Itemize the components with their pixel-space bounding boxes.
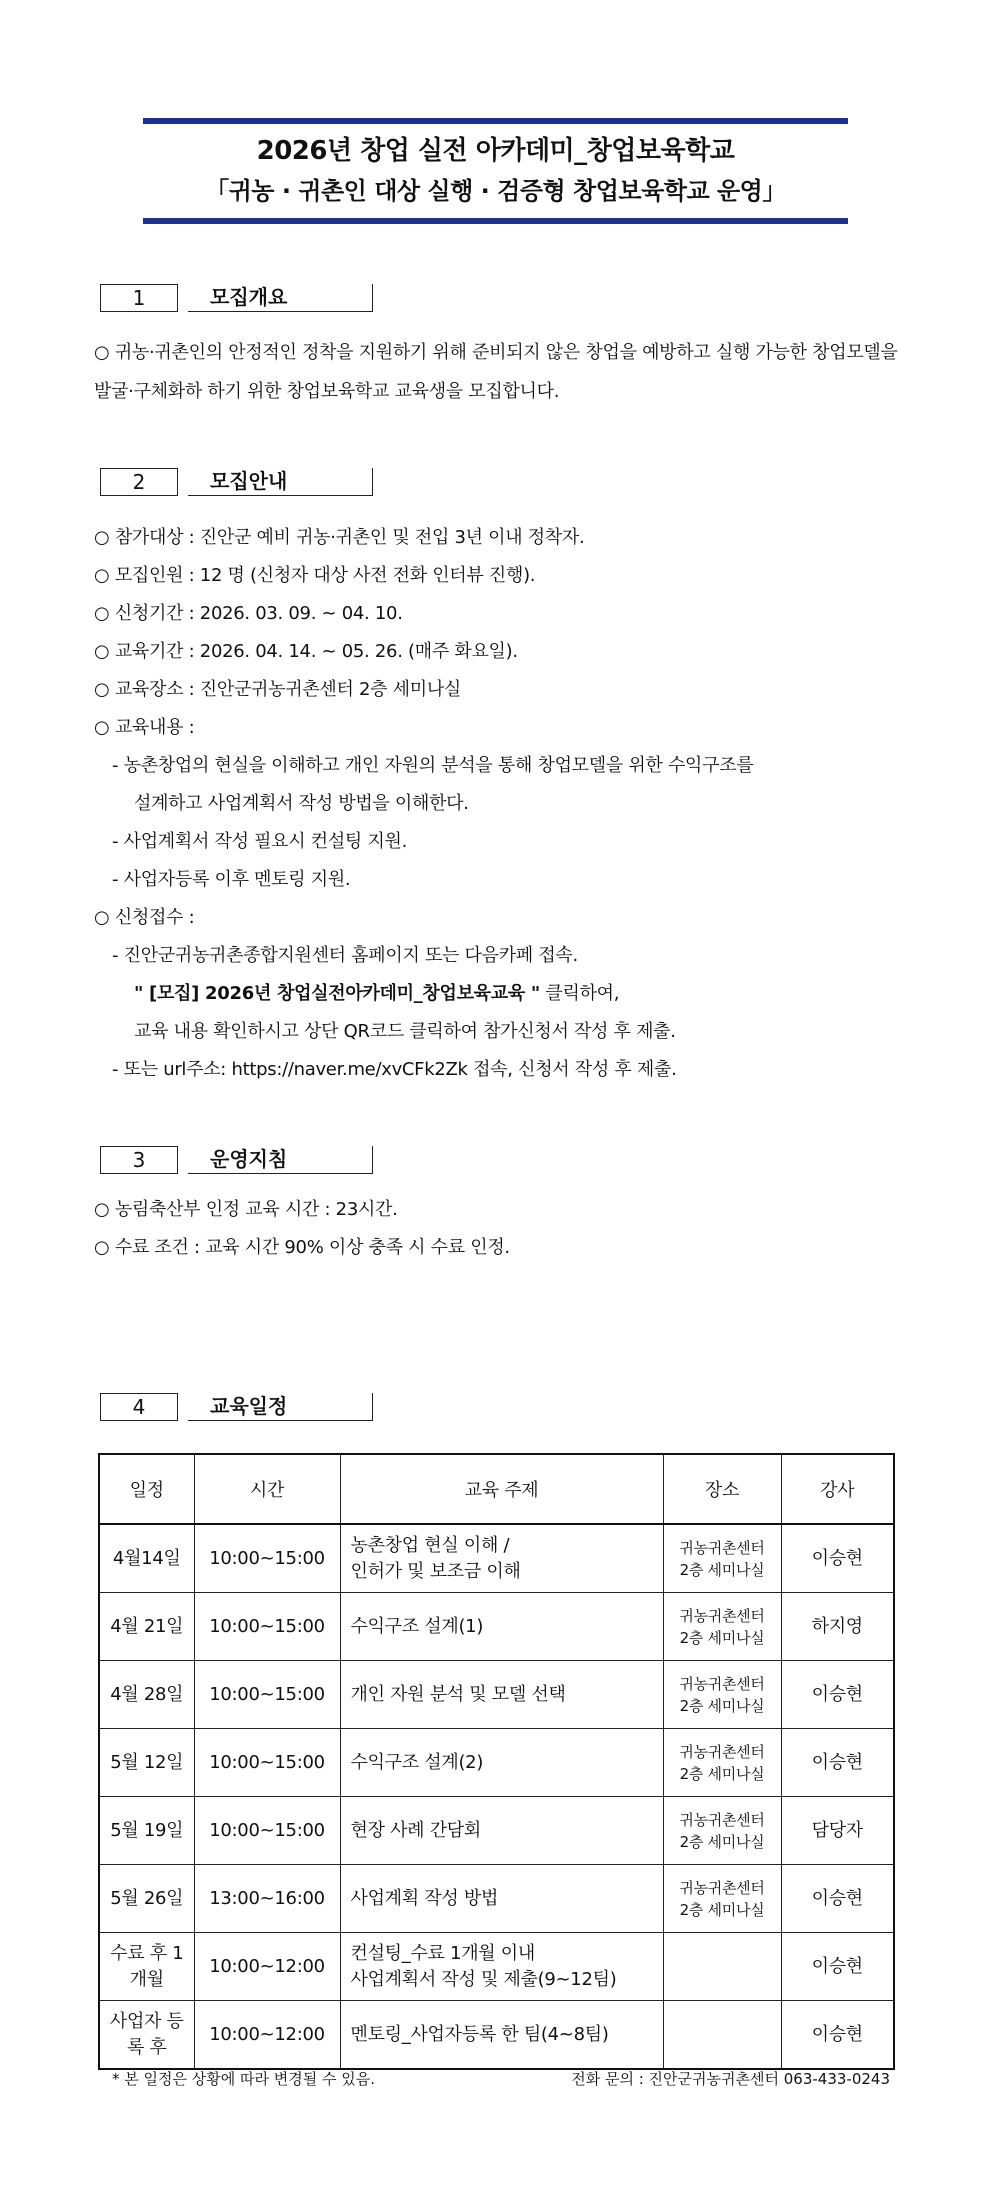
- section-number: 1: [100, 284, 178, 312]
- section-heading-4: [100, 1393, 373, 1421]
- cell-place: [663, 2001, 781, 2070]
- cell-date: 사업자 등록 후: [99, 2001, 194, 2070]
- guide-apply-period: ○ 신청기간 : 2026. 03. 09. ~ 04. 10.: [94, 603, 403, 624]
- cell-date: 4월14일: [99, 1524, 194, 1593]
- schedule-note: * 본 일정은 상황에 따라 변경될 수 있음.: [112, 2070, 375, 2088]
- cell-lecturer: 이승현: [781, 1661, 894, 1729]
- cell-topic: 농촌창업 현실 이해 / 인허가 및 보조금 이해: [340, 1524, 663, 1593]
- section-title: 모집안내: [188, 468, 373, 496]
- guide-apply-item: - 진안군귀농귀촌종합지원센터 홈페이지 또는 다음카페 접속.: [112, 945, 578, 966]
- header-date: 일정: [99, 1454, 194, 1524]
- cell-lecturer: 하지영: [781, 1593, 894, 1661]
- cell-lecturer: 이승현: [781, 1729, 894, 1797]
- cell-time: 10:00~15:00: [194, 1593, 340, 1661]
- schedule-header-row: [99, 1454, 894, 1524]
- cell-time: 10:00~15:00: [194, 1729, 340, 1797]
- cell-place: 귀농귀촌센터 2층 세미나실: [663, 1865, 781, 1933]
- cell-time: 10:00~15:00: [194, 1524, 340, 1593]
- guide-content-item: - 사업계획서 작성 필요시 컨설팅 지원.: [112, 831, 408, 852]
- cell-date: 5월 12일: [99, 1729, 194, 1797]
- section-number: 4: [100, 1393, 178, 1421]
- cell-date: 4월 28일: [99, 1661, 194, 1729]
- document-title-box: [143, 118, 848, 224]
- guide-content-label: ○ 교육내용 :: [94, 717, 195, 738]
- section-title: 교육일정: [188, 1393, 373, 1421]
- guide-apply-item-cont: 교육 내용 확인하시고 상단 QR코드 클릭하여 참가신청서 작성 후 제출.: [134, 1021, 676, 1042]
- table-row: [99, 1661, 894, 1729]
- schedule-table: [98, 1453, 895, 2070]
- guide-content-item: - 농촌창업의 현실을 이해하고 개인 자원의 분석을 통해 창업모델을 위한 수익구조를: [112, 755, 754, 776]
- guide-content-item: - 사업자등록 이후 멘토링 지원.: [112, 869, 351, 890]
- guide-content-item-cont: 설계하고 사업계획서 작성 방법을 이해한다.: [134, 793, 469, 814]
- cell-place: 귀농귀촌센터 2층 세미나실: [663, 1661, 781, 1729]
- cell-topic: 현장 사례 간담회: [340, 1797, 663, 1865]
- cell-date: 5월 26일: [99, 1865, 194, 1933]
- table-row: [99, 1797, 894, 1865]
- cell-topic: 멘토링_사업자등록 한 팀(4~8팀): [340, 2001, 663, 2070]
- section-number: 3: [100, 1146, 178, 1174]
- guide-place: ○ 교육장소 : 진안군귀농귀촌센터 2층 세미나실: [94, 679, 462, 700]
- cell-place: 귀농귀촌센터 2층 세미나실: [663, 1593, 781, 1661]
- document-title: 2026년 창업 실전 아카데미_창업보육학교: [256, 136, 735, 166]
- cell-lecturer: 담당자: [781, 1797, 894, 1865]
- section-heading-2: [100, 468, 373, 496]
- guide-apply-url: - 또는 url주소: https://naver.me/xvCFk2Zk 접속, 신청서 작성 후 제출.: [112, 1059, 677, 1080]
- policy-completion: ○ 수료 조건 : 교육 시간 90% 이상 충족 시 수료 인정.: [94, 1237, 510, 1258]
- cell-place: 귀농귀촌센터 2층 세미나실: [663, 1524, 781, 1593]
- cell-date: 5월 19일: [99, 1797, 194, 1865]
- section-number: 2: [100, 468, 178, 496]
- table-row: [99, 2001, 894, 2070]
- cell-date: 수료 후 1개월: [99, 1933, 194, 2001]
- cell-topic: 수익구조 설계(1): [340, 1593, 663, 1661]
- cell-topic: 컨설팅_수료 1개월 이내 사업계획서 작성 및 제출(9~12팀): [340, 1933, 663, 2001]
- table-row: [99, 1593, 894, 1661]
- cell-topic: 사업계획 작성 방법: [340, 1865, 663, 1933]
- section-title: 운영지침: [188, 1146, 373, 1174]
- overview-paragraph: ○ 귀농·귀촌인의 안정적인 정착을 지원하기 위해 준비되지 않은 창업을 예방하고 실행 가능한 창업모델을 발굴·구체화하 하기 위한 창업보육학교 교육생을 모집합니다.: [94, 342, 898, 402]
- table-row: [99, 1729, 894, 1797]
- guide-capacity: ○ 모집인원 : 12 명 (신청자 대상 사전 전화 인터뷰 진행).: [94, 565, 536, 586]
- cell-lecturer: 이승현: [781, 1865, 894, 1933]
- policy-hours: ○ 농림축산부 인정 교육 시간 : 23시간.: [94, 1199, 398, 1220]
- document-subtitle: 「귀농 · 귀촌인 대상 실행 · 검증형 창업보육학교 운영」: [205, 177, 786, 205]
- header-time: 시간: [194, 1454, 340, 1524]
- header-topic: 교육 주제: [340, 1454, 663, 1524]
- section-title: 모집개요: [188, 284, 373, 312]
- guide-apply-item-cont: " [모집] 2026년 창업실전아카데미_창업보육교육 " 클릭하여,: [134, 983, 620, 1004]
- section-heading-3: [100, 1146, 373, 1174]
- recruit-post-title: " [모집] 2026년 창업실전아카데미_창업보육교육 ": [134, 983, 540, 1004]
- cell-lecturer: 이승현: [781, 2001, 894, 2070]
- cell-date: 4월 21일: [99, 1593, 194, 1661]
- header-lecturer: 강사: [781, 1454, 894, 1524]
- guide-apply-label: ○ 신청접수 :: [94, 907, 195, 928]
- header-place: 장소: [663, 1454, 781, 1524]
- cell-place: [663, 1933, 781, 2001]
- table-row: [99, 1933, 894, 2001]
- cell-time: 10:00~12:00: [194, 2001, 340, 2070]
- guide-target: ○ 참가대상 : 진안군 예비 귀농·귀촌인 및 전입 3년 이내 정착자.: [94, 527, 585, 548]
- contact-info: 전화 문의 : 진안군귀농귀촌센터 063-433-0243: [571, 2070, 890, 2088]
- cell-place: 귀농귀촌센터 2층 세미나실: [663, 1729, 781, 1797]
- cell-time: 10:00~12:00: [194, 1933, 340, 2001]
- cell-lecturer: 이승현: [781, 1933, 894, 2001]
- table-row: [99, 1865, 894, 1933]
- cell-time: 13:00~16:00: [194, 1865, 340, 1933]
- section-heading-1: [100, 284, 373, 312]
- cell-topic: 개인 자원 분석 및 모델 선택: [340, 1661, 663, 1729]
- guide-edu-period: ○ 교육기간 : 2026. 04. 14. ~ 05. 26. (매주 화요일).: [94, 641, 518, 662]
- cell-topic: 수익구조 설계(2): [340, 1729, 663, 1797]
- cell-time: 10:00~15:00: [194, 1661, 340, 1729]
- cell-time: 10:00~15:00: [194, 1797, 340, 1865]
- cell-lecturer: 이승현: [781, 1524, 894, 1593]
- table-row: [99, 1524, 894, 1593]
- cell-place: 귀농귀촌센터 2층 세미나실: [663, 1797, 781, 1865]
